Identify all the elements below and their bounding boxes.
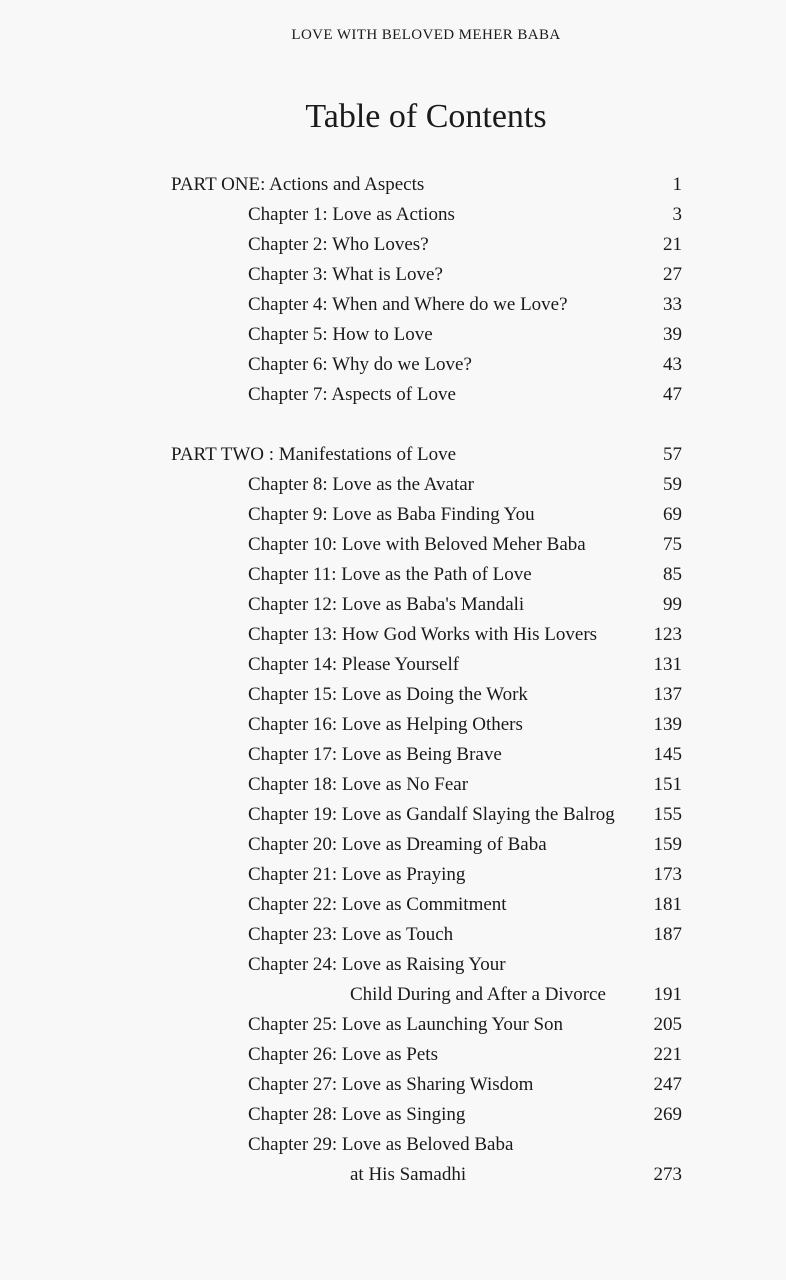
chapter-label: Chapter 23: Love as Touch: [248, 924, 454, 945]
chapter-label: Chapter 26: Love as Pets: [248, 1044, 438, 1065]
page-number: 39: [663, 324, 682, 345]
toc-chapter-28[interactable]: [0, 1100, 786, 1130]
toc-chapter-19[interactable]: [0, 800, 786, 830]
page-number: 1: [672, 174, 682, 195]
toc-part-one[interactable]: [0, 170, 786, 200]
page-number: 155: [653, 804, 682, 825]
toc-chapter-17[interactable]: [0, 740, 786, 770]
page-number: 99: [663, 594, 682, 615]
toc-chapter-12[interactable]: [0, 590, 786, 620]
chapter-label-continuation: Child During and After a Divorce: [350, 984, 606, 1005]
page-number: 85: [663, 564, 682, 585]
part-label: PART ONE: Actions and Aspects: [171, 174, 425, 195]
toc-chapter-26[interactable]: [0, 1040, 786, 1070]
part-label: PART TWO : Manifestations of Love: [171, 444, 457, 465]
toc-chapter-9[interactable]: [0, 500, 786, 530]
page-number: 269: [653, 1104, 682, 1125]
toc-chapter-16[interactable]: [0, 710, 786, 740]
page-number: 131: [653, 654, 682, 675]
chapter-label: Chapter 18: Love as No Fear: [248, 774, 469, 795]
part-spacer: [0, 410, 786, 440]
page-number: 181: [653, 894, 682, 915]
page-number: 123: [653, 624, 682, 645]
toc-chapter-20[interactable]: [0, 830, 786, 860]
chapter-label: Chapter 15: Love as Doing the Work: [248, 684, 528, 705]
page-number: 151: [653, 774, 682, 795]
running-head: LOVE WITH BELOVED MEHER BABA: [291, 27, 561, 43]
toc-chapter-25[interactable]: [0, 1010, 786, 1040]
chapter-label: Chapter 11: Love as the Path of Love: [248, 564, 532, 585]
page-number: 273: [653, 1164, 682, 1185]
page-number: 191: [653, 984, 682, 1005]
chapter-label: Chapter 4: When and Where do we Love?: [248, 294, 568, 315]
chapter-label: Chapter 5: How to Love: [248, 324, 433, 345]
page-number: 139: [653, 714, 682, 735]
toc-chapter-21[interactable]: [0, 860, 786, 890]
toc-chapter-5[interactable]: [0, 320, 786, 350]
page-number: 137: [653, 684, 682, 705]
page-number: 43: [663, 354, 682, 375]
toc-chapter-4[interactable]: [0, 290, 786, 320]
toc-chapter-10[interactable]: [0, 530, 786, 560]
page-number: 159: [653, 834, 682, 855]
chapter-label: Chapter 9: Love as Baba Finding You: [248, 504, 535, 525]
toc-chapter-24[interactable]: [0, 950, 786, 980]
page-number: 145: [653, 744, 682, 765]
chapter-label: Chapter 22: Love as Commitment: [248, 894, 507, 915]
page-number: 47: [663, 384, 682, 405]
toc-chapter-22[interactable]: [0, 890, 786, 920]
toc-chapter-13[interactable]: [0, 620, 786, 650]
toc-part-two[interactable]: [0, 440, 786, 470]
chapter-label: Chapter 12: Love as Baba's Mandali: [248, 594, 525, 615]
page-number: 247: [653, 1074, 682, 1095]
page-number: 33: [663, 294, 682, 315]
page-title: Table of Contents: [305, 98, 547, 135]
chapter-label: Chapter 24: Love as Raising Your: [248, 954, 506, 975]
chapter-label: Chapter 29: Love as Beloved Baba: [248, 1134, 514, 1155]
chapter-label: Chapter 8: Love as the Avatar: [248, 474, 474, 495]
page-number: 205: [653, 1014, 682, 1035]
page-number: 221: [653, 1044, 682, 1065]
chapter-label: Chapter 3: What is Love?: [248, 264, 443, 285]
chapter-label: Chapter 27: Love as Sharing Wisdom: [248, 1074, 534, 1095]
chapter-label: Chapter 13: How God Works with His Lovers: [248, 624, 598, 645]
toc-chapter-27[interactable]: [0, 1070, 786, 1100]
chapter-label: Chapter 19: Love as Gandalf Slaying the Balrog: [248, 804, 615, 825]
chapter-label: Chapter 6: Why do we Love?: [248, 354, 472, 375]
page-number: 173: [653, 864, 682, 885]
chapter-label-continuation: at His Samadhi: [350, 1164, 467, 1185]
chapter-label: Chapter 21: Love as Praying: [248, 864, 466, 885]
page-number: 57: [663, 444, 682, 465]
page-number: 3: [672, 204, 682, 225]
toc-chapter-29[interactable]: [0, 1130, 786, 1160]
chapter-label: Chapter 14: Please Yourself: [248, 654, 460, 675]
table-of-contents: [0, 170, 786, 1190]
page-number: 187: [653, 924, 682, 945]
chapter-label: Chapter 16: Love as Helping Others: [248, 714, 523, 735]
chapter-label: Chapter 2: Who Loves?: [248, 234, 429, 255]
toc-chapter-23[interactable]: [0, 920, 786, 950]
toc-chapter-7[interactable]: [0, 380, 786, 410]
chapter-label: Chapter 20: Love as Dreaming of Baba: [248, 834, 547, 855]
toc-chapter-1[interactable]: [0, 200, 786, 230]
chapter-label: Chapter 28: Love as Singing: [248, 1104, 466, 1125]
toc-chapter-18[interactable]: [0, 770, 786, 800]
chapter-label: Chapter 17: Love as Being Brave: [248, 744, 502, 765]
toc-chapter-15[interactable]: [0, 680, 786, 710]
toc-chapter-8[interactable]: [0, 470, 786, 500]
page-number: 59: [663, 474, 682, 495]
page-number: 27: [663, 264, 682, 285]
toc-chapter-24-continuation[interactable]: [0, 980, 786, 1010]
toc-chapter-11[interactable]: [0, 560, 786, 590]
chapter-label: Chapter 10: Love with Beloved Meher Baba: [248, 534, 586, 555]
chapter-label: Chapter 25: Love as Launching Your Son: [248, 1014, 564, 1035]
chapter-label: Chapter 7: Aspects of Love: [248, 384, 456, 405]
toc-chapter-29-continuation[interactable]: [0, 1160, 786, 1190]
page-number: 69: [663, 504, 682, 525]
page-number: 75: [663, 534, 682, 555]
chapter-label: Chapter 1: Love as Actions: [248, 204, 455, 225]
toc-chapter-3[interactable]: [0, 260, 786, 290]
toc-chapter-14[interactable]: [0, 650, 786, 680]
toc-chapter-6[interactable]: [0, 350, 786, 380]
page-number: 21: [663, 234, 682, 255]
toc-chapter-2[interactable]: [0, 230, 786, 260]
